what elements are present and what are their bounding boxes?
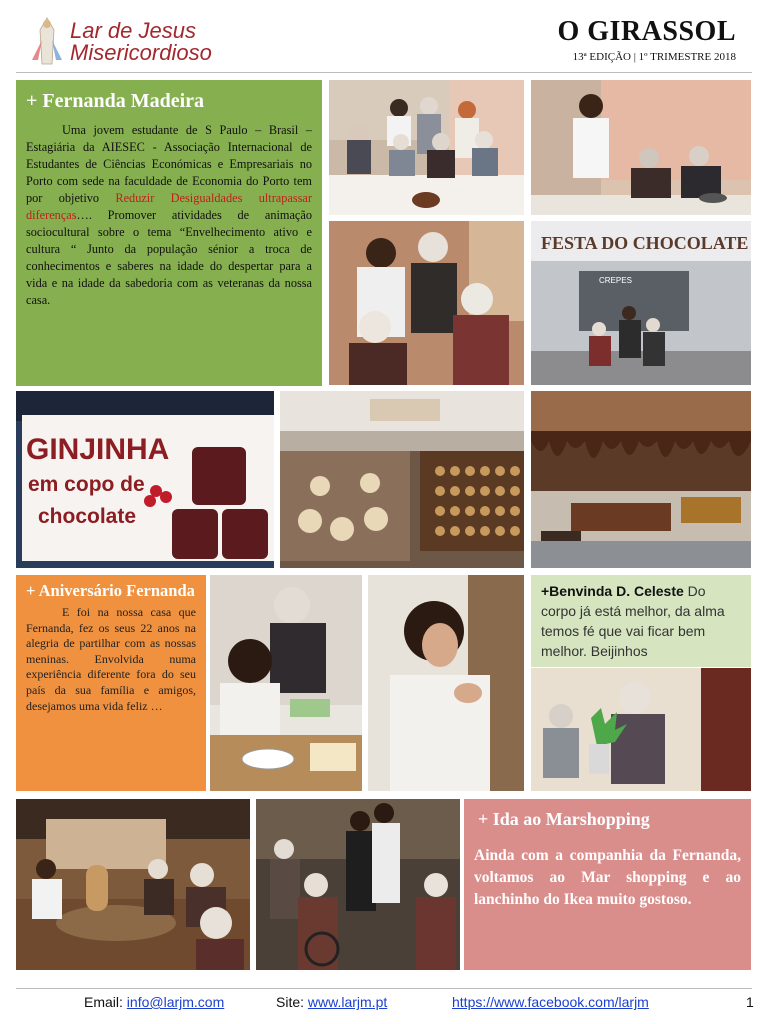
aniversario-text: E foi na nossa casa que Fernanda, fez os seus 22 anos na alegria de partilhar com as nossas meninas. Envolvida numa experiência diferente fora do seu país da sua família e amigos, desejamos uma vida feliz … (26, 605, 196, 713)
celeste-panel (531, 575, 751, 667)
fernanda-text-intro: Uma jovem estudante de S Paulo – Brasil – Estagiária da AIESEC - Associação Internacional de Estudantes de Ciências Económicas e Empresariais no Porto com sede na faculdade de Economia do Porto tem por objetivo (26, 123, 312, 205)
fernanda-heading: + Fernanda Madeira (26, 90, 205, 112)
fernanda-text (26, 122, 312, 309)
edition-label: 13ª EDIÇÃO | 1º TRIMESTRE 2018 (572, 51, 736, 63)
fernanda-text-body: …. Promover atividades de animação sociocultural sobre o tema “Envelhecimento ativo e cultura “ Junto da população sénior a troca de conhecimentos e saberes na idade do despertar para a vida e na idade da sabedoria com as veteranas da nossa casa. (26, 208, 312, 307)
marshopping-heading: + Ida ao Marshopping (478, 809, 650, 829)
logo-line-2: Misericordioso (70, 40, 212, 65)
celeste-text (541, 581, 741, 661)
site-link[interactable]: www.larjm.pt (307, 994, 388, 1010)
footer-divider (16, 988, 752, 989)
footer-facebook (452, 994, 649, 1010)
fernanda-panel (16, 80, 322, 386)
facebook-link[interactable]: https://www.facebook.com/larjm (452, 994, 649, 1010)
celeste-heading: +Benvinda D. Celeste (541, 583, 684, 599)
logo-line-1: Lar de Jesus (70, 18, 196, 43)
logo-icon (30, 16, 64, 66)
photo-group-table (329, 80, 524, 215)
photo-celeste-plant (531, 668, 751, 791)
festa-sign-text: FESTA DO CHOCOLATE (541, 233, 749, 253)
photo-birthday-clapping (368, 575, 524, 791)
aniversario-heading: + Aniversário Fernanda (26, 581, 195, 600)
celeste-body: Do corpo já está melhor, da alma temos fé que vai ficar bem melhor. Beijinhos (541, 583, 725, 659)
crepes-sign-text: CREPES (599, 276, 632, 285)
email-label: Email: (84, 994, 123, 1010)
marshopping-panel (464, 799, 751, 970)
photo-birthday-candles (210, 575, 362, 791)
site-label: Site: (276, 994, 305, 1010)
footer-site (276, 994, 387, 1010)
email-link[interactable]: info@larjm.com (126, 994, 225, 1010)
header-divider (16, 72, 752, 73)
ginjinha-line-2: em copo de (28, 473, 145, 496)
fernanda-text-highlight: Reduzir Desigualdades ultrapassar diferenças (26, 191, 312, 222)
newsletter-title: O GIRASSOL (557, 16, 736, 47)
page-number: 1 (746, 994, 754, 1010)
ginjinha-line-1: GINJINHA (26, 433, 170, 466)
photo-festa-chocolate (531, 221, 751, 385)
logo-text (70, 20, 212, 64)
photo-chocolates-display (280, 391, 524, 568)
footer-email (84, 994, 224, 1010)
photo-ginjinha-sign (16, 391, 274, 568)
ginjinha-line-3: chocolate (38, 505, 137, 528)
aniversario-panel (16, 575, 206, 791)
photo-marshopping-group (256, 799, 460, 970)
marshopping-text: Ainda com a companhia da Fernanda, voltamos ao Mar shopping e ao lanchinho do Ikea muito gostoso. (474, 847, 741, 908)
photo-ikea-cafe (16, 799, 250, 970)
photo-chocolate-drip-counter (531, 391, 751, 568)
photo-cooking (531, 80, 751, 215)
photo-group-selfie (329, 221, 524, 385)
